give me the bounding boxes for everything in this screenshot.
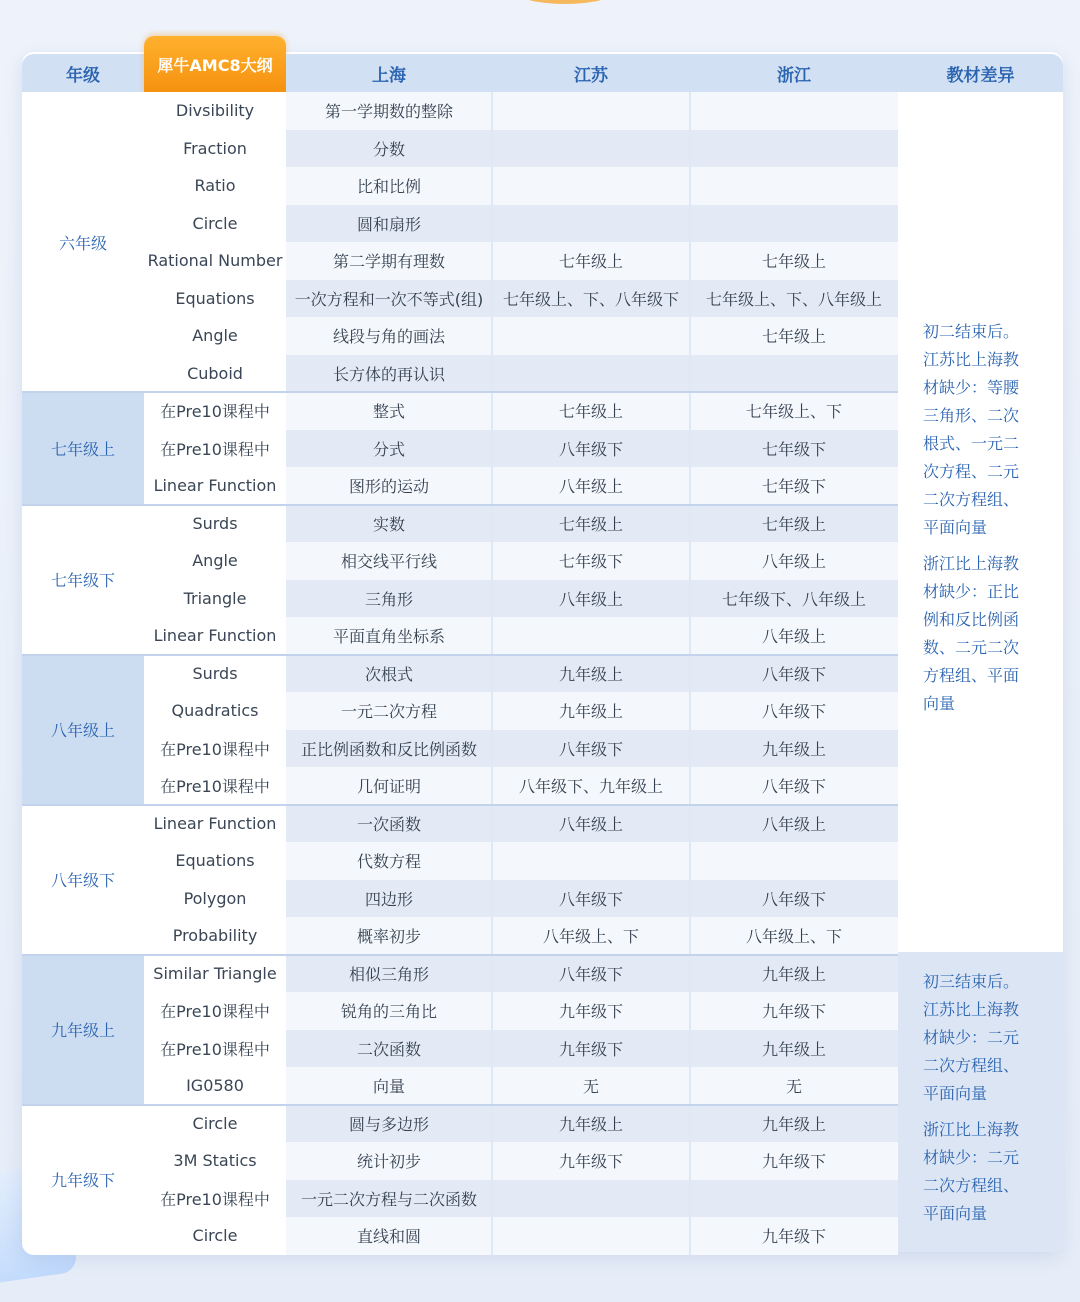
amc-topic-cell: Rational Number bbox=[144, 242, 286, 280]
group-divider bbox=[22, 1104, 898, 1106]
difference-notes-bottom bbox=[898, 952, 1063, 1252]
jiangsu-cell: 八年级下 bbox=[492, 430, 690, 468]
difference-note-jiangsu-grade9: 初三结束后。 江苏比上海教 材缺少：二元 二次方程组、 平面向量 bbox=[923, 972, 1020, 1103]
zhejiang-cell: 七年级下、八年级上 bbox=[690, 580, 898, 618]
shanghai-cell: 比和比例 bbox=[286, 167, 492, 205]
jiangsu-cell bbox=[492, 167, 690, 205]
jiangsu-cell bbox=[492, 842, 690, 880]
zhejiang-cell bbox=[690, 842, 898, 880]
jiangsu-cell: 八年级上 bbox=[492, 805, 690, 843]
jiangsu-cell bbox=[492, 317, 690, 355]
column-divider bbox=[491, 92, 493, 1255]
jiangsu-cell: 九年级上 bbox=[492, 1105, 690, 1143]
amc-topic-cell: Ratio bbox=[144, 167, 286, 205]
difference-note-zhejiang-grade9: 浙江比上海教 材缺少：二元 二次方程组、 平面向量 bbox=[923, 1120, 1020, 1223]
jiangsu-cell: 九年级下 bbox=[492, 1142, 690, 1180]
shanghai-cell: 正比例函数和反比例函数 bbox=[286, 730, 492, 768]
shanghai-cell: 直线和圆 bbox=[286, 1217, 492, 1255]
jiangsu-cell: 七年级上 bbox=[492, 392, 690, 430]
shanghai-cell: 概率初步 bbox=[286, 917, 492, 955]
amc-topic-cell: Polygon bbox=[144, 880, 286, 918]
zhejiang-cell: 九年级下 bbox=[690, 992, 898, 1030]
jiangsu-cell: 八年级下 bbox=[492, 730, 690, 768]
zhejiang-cell: 九年级上 bbox=[690, 955, 898, 993]
shanghai-cell: 第二学期有理数 bbox=[286, 242, 492, 280]
zhejiang-cell: 八年级下 bbox=[690, 655, 898, 693]
shanghai-cell: 几何证明 bbox=[286, 767, 492, 805]
amc-topic-cell: 在Pre10课程中 bbox=[144, 430, 286, 468]
shanghai-cell: 长方体的再认识 bbox=[286, 355, 492, 393]
zhejiang-cell: 七年级上 bbox=[690, 242, 898, 280]
shanghai-cell: 一元二次方程与二次函数 bbox=[286, 1180, 492, 1218]
shanghai-cell: 圆和扇形 bbox=[286, 205, 492, 243]
jiangsu-cell bbox=[492, 92, 690, 130]
amc-topic-cell: Similar Triangle bbox=[144, 955, 286, 993]
header-amc-outline: 犀牛AMC8大纲 bbox=[144, 36, 286, 93]
jiangsu-cell: 九年级上 bbox=[492, 655, 690, 693]
amc-topic-cell: Linear Function bbox=[144, 805, 286, 843]
shanghai-cell: 锐角的三角比 bbox=[286, 992, 492, 1030]
shanghai-cell: 代数方程 bbox=[286, 842, 492, 880]
jiangsu-cell: 七年级上 bbox=[492, 505, 690, 543]
group-divider bbox=[22, 954, 898, 956]
shanghai-cell: 第一学期数的整除 bbox=[286, 92, 492, 130]
grade-label: 六年级 bbox=[22, 92, 144, 392]
zhejiang-cell bbox=[690, 92, 898, 130]
shanghai-cell: 线段与角的画法 bbox=[286, 317, 492, 355]
zhejiang-cell bbox=[690, 355, 898, 393]
zhejiang-cell: 九年级上 bbox=[690, 1105, 898, 1143]
jiangsu-cell: 八年级上 bbox=[492, 467, 690, 505]
amc-topic-cell: 在Pre10课程中 bbox=[144, 1180, 286, 1218]
amc-topic-cell: Surds bbox=[144, 505, 286, 543]
jiangsu-cell bbox=[492, 355, 690, 393]
shanghai-cell: 三角形 bbox=[286, 580, 492, 618]
difference-notes-top bbox=[898, 92, 1063, 952]
jiangsu-cell: 七年级下 bbox=[492, 542, 690, 580]
group-divider bbox=[22, 504, 898, 506]
amc-topic-cell: Surds bbox=[144, 655, 286, 693]
jiangsu-cell bbox=[492, 1217, 690, 1255]
zhejiang-cell bbox=[690, 205, 898, 243]
column-divider bbox=[689, 92, 691, 1255]
amc-topic-cell: Quadratics bbox=[144, 692, 286, 730]
shanghai-cell: 实数 bbox=[286, 505, 492, 543]
header-textbook-difference: 教材差异 bbox=[898, 54, 1063, 92]
jiangsu-cell bbox=[492, 130, 690, 168]
zhejiang-cell: 七年级上、下、八年级上 bbox=[690, 280, 898, 318]
jiangsu-cell: 九年级下 bbox=[492, 992, 690, 1030]
amc-topic-cell: Fraction bbox=[144, 130, 286, 168]
zhejiang-cell: 九年级下 bbox=[690, 1142, 898, 1180]
grade-label: 七年级上 bbox=[22, 392, 144, 505]
shanghai-cell: 二次函数 bbox=[286, 1030, 492, 1068]
zhejiang-cell: 七年级上 bbox=[690, 505, 898, 543]
header-grade: 年级 bbox=[22, 54, 144, 92]
amc-topic-cell: Linear Function bbox=[144, 467, 286, 505]
shanghai-cell: 整式 bbox=[286, 392, 492, 430]
difference-note-zhejiang-grade8: 浙江比上海教 材缺少：正比 例和反比例函 数、二元二次 方程组、平面 向量 bbox=[923, 554, 1020, 713]
grade-label: 七年级下 bbox=[22, 505, 144, 655]
amc-topic-cell: Linear Function bbox=[144, 617, 286, 655]
amc-topic-cell: 在Pre10课程中 bbox=[144, 767, 286, 805]
shanghai-cell: 图形的运动 bbox=[286, 467, 492, 505]
amc-topic-cell: 在Pre10课程中 bbox=[144, 1030, 286, 1068]
zhejiang-cell: 八年级下 bbox=[690, 692, 898, 730]
shanghai-cell: 相似三角形 bbox=[286, 955, 492, 993]
shanghai-cell: 圆与多边形 bbox=[286, 1105, 492, 1143]
jiangsu-cell: 八年级下、九年级上 bbox=[492, 767, 690, 805]
amc-topic-cell: Cuboid bbox=[144, 355, 286, 393]
jiangsu-cell bbox=[492, 1180, 690, 1218]
header-shanghai: 上海 bbox=[286, 54, 492, 92]
shanghai-cell: 四边形 bbox=[286, 880, 492, 918]
jiangsu-cell: 无 bbox=[492, 1067, 690, 1105]
header-zhejiang: 浙江 bbox=[690, 54, 898, 92]
zhejiang-cell: 八年级下 bbox=[690, 880, 898, 918]
amc-topic-cell: Circle bbox=[144, 1105, 286, 1143]
amc-topic-cell: 在Pre10课程中 bbox=[144, 392, 286, 430]
amc-topic-cell: IG0580 bbox=[144, 1067, 286, 1105]
shanghai-cell: 一次方程和一次不等式(组) bbox=[286, 280, 492, 318]
shanghai-cell: 一次函数 bbox=[286, 805, 492, 843]
shanghai-cell: 向量 bbox=[286, 1067, 492, 1105]
zhejiang-cell: 八年级上 bbox=[690, 805, 898, 843]
amc-topic-cell: Circle bbox=[144, 205, 286, 243]
shanghai-cell: 统计初步 bbox=[286, 1142, 492, 1180]
zhejiang-cell: 七年级上、下 bbox=[690, 392, 898, 430]
grade-label: 九年级上 bbox=[22, 955, 144, 1105]
group-divider bbox=[22, 391, 898, 393]
amc-topic-cell: Triangle bbox=[144, 580, 286, 618]
shanghai-cell: 分数 bbox=[286, 130, 492, 168]
zhejiang-cell bbox=[690, 167, 898, 205]
difference-note-jiangsu-grade8: 初二结束后。 江苏比上海教 材缺少：等腰 三角形、二次 根式、一元二 次方程、二元 二次方程组、 平面向量 bbox=[923, 322, 1020, 537]
amc-topic-cell: Probability bbox=[144, 917, 286, 955]
zhejiang-cell: 七年级上 bbox=[690, 317, 898, 355]
jiangsu-cell: 九年级上 bbox=[492, 692, 690, 730]
grade-label: 八年级上 bbox=[22, 655, 144, 805]
zhejiang-cell: 七年级下 bbox=[690, 467, 898, 505]
shanghai-cell: 一元二次方程 bbox=[286, 692, 492, 730]
shanghai-cell: 分式 bbox=[286, 430, 492, 468]
jiangsu-cell: 八年级上 bbox=[492, 580, 690, 618]
amc-topic-cell: Equations bbox=[144, 842, 286, 880]
shanghai-cell: 次根式 bbox=[286, 655, 492, 693]
amc-topic-cell: 在Pre10课程中 bbox=[144, 730, 286, 768]
amc-topic-cell: 在Pre10课程中 bbox=[144, 992, 286, 1030]
grade-label: 八年级下 bbox=[22, 805, 144, 955]
group-divider bbox=[22, 804, 898, 806]
zhejiang-cell: 八年级上 bbox=[690, 542, 898, 580]
zhejiang-cell: 九年级上 bbox=[690, 1030, 898, 1068]
zhejiang-cell: 九年级上 bbox=[690, 730, 898, 768]
grade-label: 九年级下 bbox=[22, 1105, 144, 1255]
jiangsu-cell bbox=[492, 205, 690, 243]
jiangsu-cell: 八年级上、下 bbox=[492, 917, 690, 955]
jiangsu-cell: 七年级上 bbox=[492, 242, 690, 280]
zhejiang-cell: 九年级下 bbox=[690, 1217, 898, 1255]
amc-topic-cell: Divsibility bbox=[144, 92, 286, 130]
shanghai-cell: 平面直角坐标系 bbox=[286, 617, 492, 655]
amc-topic-cell: Angle bbox=[144, 542, 286, 580]
jiangsu-cell: 八年级下 bbox=[492, 955, 690, 993]
jiangsu-cell: 七年级上、下、八年级下 bbox=[492, 280, 690, 318]
amc-topic-cell: Angle bbox=[144, 317, 286, 355]
shanghai-cell: 相交线平行线 bbox=[286, 542, 492, 580]
group-divider bbox=[22, 654, 898, 656]
zhejiang-cell: 八年级下 bbox=[690, 767, 898, 805]
zhejiang-cell bbox=[690, 1180, 898, 1218]
zhejiang-cell bbox=[690, 130, 898, 168]
zhejiang-cell: 七年级下 bbox=[690, 430, 898, 468]
zhejiang-cell: 八年级上 bbox=[690, 617, 898, 655]
zhejiang-cell: 八年级上、下 bbox=[690, 917, 898, 955]
amc-topic-cell: 3M Statics bbox=[144, 1142, 286, 1180]
jiangsu-cell bbox=[492, 617, 690, 655]
jiangsu-cell: 八年级下 bbox=[492, 880, 690, 918]
top-decoration bbox=[515, 0, 615, 4]
zhejiang-cell: 无 bbox=[690, 1067, 898, 1105]
jiangsu-cell: 九年级下 bbox=[492, 1030, 690, 1068]
header-jiangsu: 江苏 bbox=[492, 54, 690, 92]
amc-topic-cell: Equations bbox=[144, 280, 286, 318]
amc-topic-cell: Circle bbox=[144, 1217, 286, 1255]
